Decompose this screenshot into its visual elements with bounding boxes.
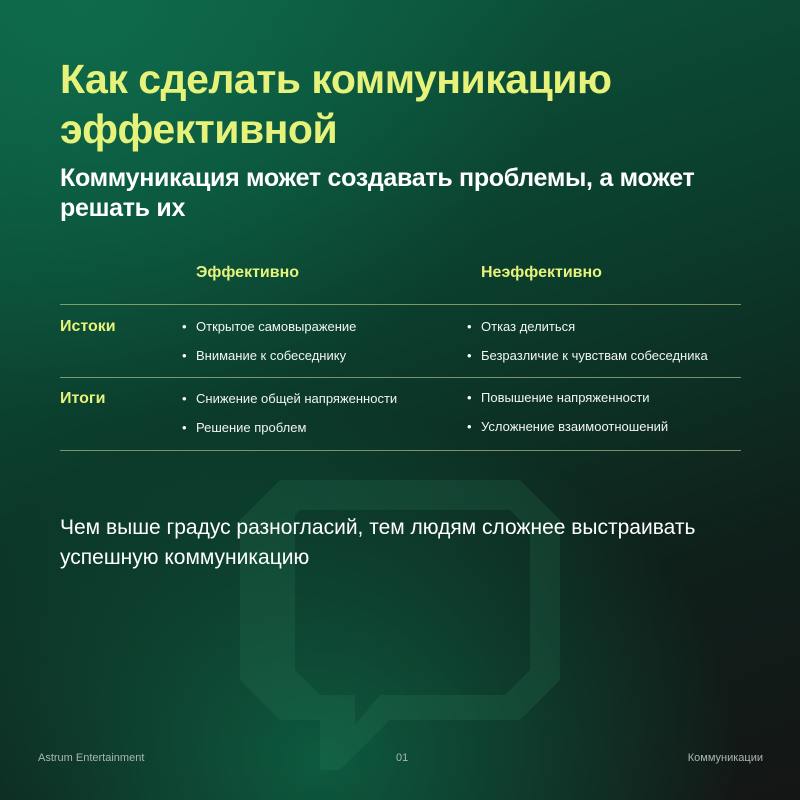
list-item: • Отказ делиться <box>467 319 708 348</box>
list-item: • Безразличие к чувствам собеседника <box>467 348 708 377</box>
list-item: • Снижение общей напряженности <box>182 391 397 420</box>
conclusion-text: Чем выше градус разногласий, тем людям сложнее выстраивать успешную коммуникацию <box>60 516 696 569</box>
speech-bubble-icon <box>240 460 580 780</box>
column-header-ineffective: Неэффективно <box>481 264 602 281</box>
list-item: • Повышение напряженности <box>467 390 668 419</box>
table-divider <box>60 450 741 451</box>
list-item: • Открытое самовыражение <box>182 319 356 348</box>
footer-section: Коммуникации <box>687 752 763 764</box>
page-subtitle: Коммуникация может создавать проблемы, а может решать их <box>60 164 695 222</box>
results-effective-list <box>182 391 397 449</box>
list-item: • Усложнение взаимоотношений <box>467 419 668 448</box>
footer-brand: Astrum Entertainment <box>38 752 145 764</box>
table-divider <box>60 304 741 305</box>
page-title: Как сделать коммуникацию эффективной <box>60 56 612 152</box>
row-label-results: Итоги <box>60 390 106 407</box>
table-divider <box>60 377 741 378</box>
list-item: • Решение проблем <box>182 420 397 449</box>
column-header-effective: Эффективно <box>196 264 300 281</box>
sources-ineffective-list <box>467 319 708 377</box>
list-item: • Внимание к собеседнику <box>182 348 356 377</box>
footer-page-number: 01 <box>396 752 409 764</box>
sources-effective-list <box>182 319 356 377</box>
row-label-sources: Истоки <box>60 318 116 335</box>
results-ineffective-list <box>467 390 668 448</box>
